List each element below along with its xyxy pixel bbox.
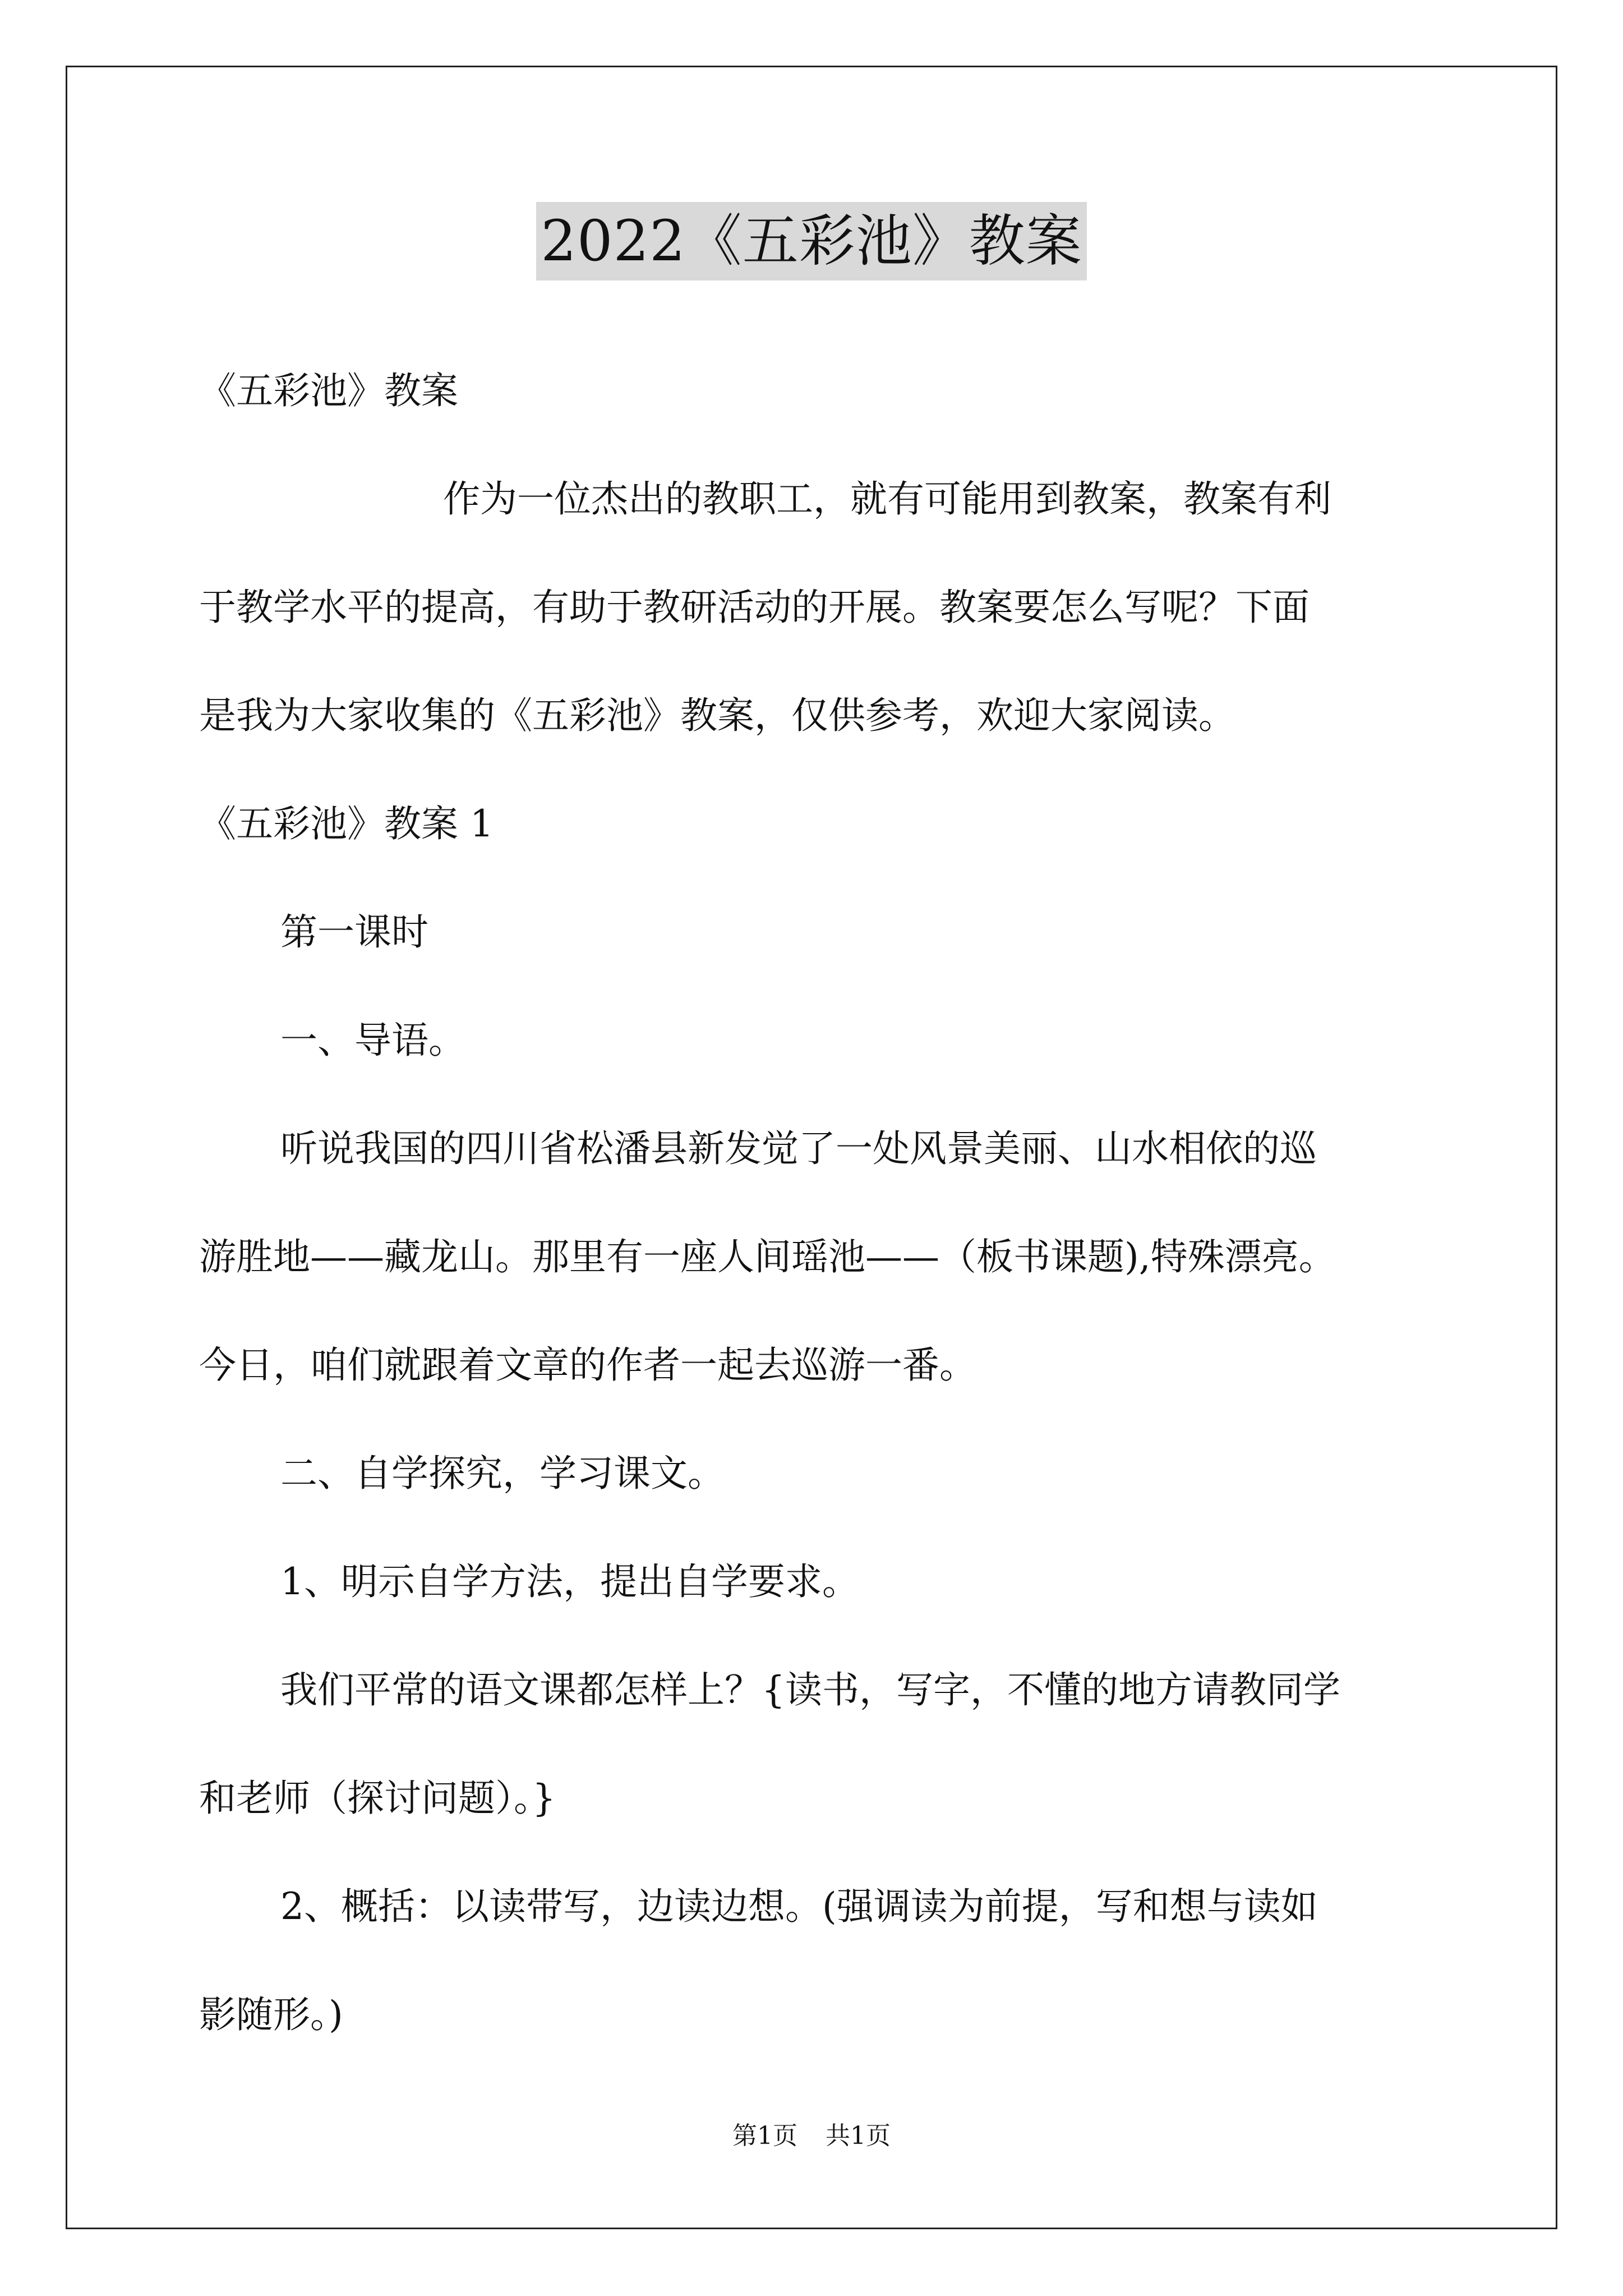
page-total: 共1页 — [826, 2122, 891, 2150]
paragraph-line: 和老师（探讨问题）。} — [199, 1777, 556, 1820]
document-body — [199, 337, 1430, 2069]
list-item: 1、明示自学方法，提出自学要求。 — [280, 1560, 859, 1603]
lesson-heading: 第一课时 — [280, 910, 428, 954]
subtitle: 《五彩池》教案 — [199, 369, 458, 412]
intro-line-3: 是我为大家收集的《五彩池》教案，仅供参考，欢迎大家阅读。 — [199, 694, 1235, 737]
paragraph-line: 听说我国的四川省松潘县新发觉了一处风景美丽、山水相依的巡 — [280, 1127, 1317, 1170]
page-number: 第1页 — [732, 2122, 797, 2150]
intro-line-2: 于教学水平的提高，有助于教研活动的开展。教案要怎么写呢？下面 — [199, 586, 1310, 629]
document-title: 2022《五彩池》教案 — [536, 202, 1087, 280]
step-heading-1: 一、导语。 — [280, 1019, 465, 1062]
section-heading: 《五彩池》教案 1 — [199, 802, 494, 845]
paragraph-line: 今日，咱们就跟着文章的作者一起去巡游一番。 — [199, 1343, 976, 1387]
intro-line-1: 作为一位杰出的教职工，就有可能用到教案，教案有利 — [443, 477, 1331, 521]
step-heading-2: 二、自学探究，学习课文。 — [280, 1452, 725, 1495]
paragraph-line: 影随形。) — [199, 1993, 343, 2036]
title-container — [0, 202, 1623, 280]
page-footer — [0, 2119, 1623, 2153]
paragraph-line: 我们平常的语文课都怎样上？{读书，写字，不懂的地方请教同学 — [280, 1668, 1340, 1711]
list-item: 2、概括：以读带写，边读边想。(强调读为前提，写和想与读如 — [280, 1885, 1318, 1928]
paragraph-line: 游胜地——藏龙山。那里有一座人间瑶池——（板书课题),特殊漂亮。 — [199, 1235, 1336, 1278]
